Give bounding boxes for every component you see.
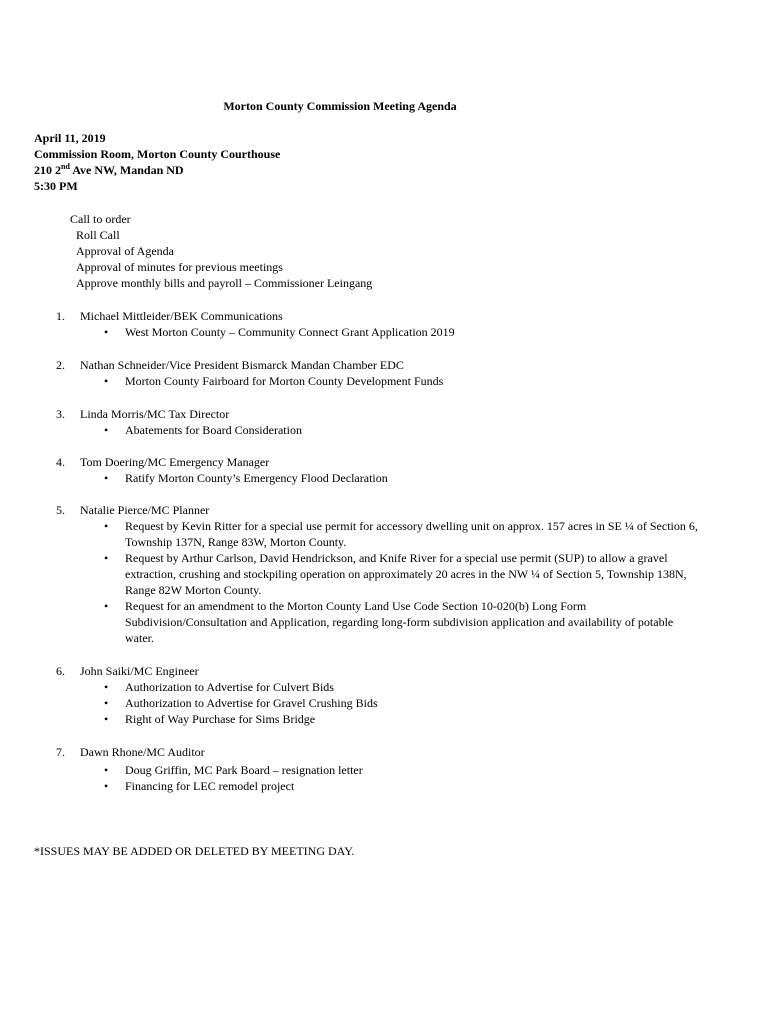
bullet-icon: • (104, 519, 109, 533)
item-5-bullets (0, 518, 770, 646)
list-item: • Doug Griffin, MC Park Board – resignation letter (104, 763, 363, 777)
list-item: • Authorization to Advertise for Culvert Bids (104, 680, 334, 694)
bullet-icon: • (104, 763, 109, 777)
address-number: 210 2 (34, 163, 61, 177)
item-presenter: John Saiki/MC Engineer (80, 664, 199, 678)
list-item: • Request by Kevin Ritter for a special use permit for accessory dwelling unit on approx. 157 acres in SE ¼ of Section 6, Township 137N, Range 83W, Morton County. (104, 519, 698, 549)
bullet-icon: • (104, 374, 109, 388)
preliminary-items (70, 211, 372, 291)
item-presenter: Dawn Rhone/MC Auditor (80, 745, 205, 759)
list-item: • Authorization to Advertise for Gravel Crushing Bids (104, 696, 378, 710)
prelim-item: Roll Call (76, 228, 120, 242)
prelim-item: Approval of Agenda (76, 244, 174, 258)
item-number: 2. (56, 358, 65, 372)
list-item: • Morton County Fairboard for Morton County Development Funds (104, 374, 444, 388)
item-7-bullets (0, 762, 770, 794)
prelim-item: Approve monthly bills and payroll – Commissioner Leingang (76, 276, 373, 290)
list-item: • Ratify Morton County’s Emergency Flood Declaration (104, 471, 388, 485)
bullet-icon: • (104, 471, 109, 485)
bullet-icon: • (104, 599, 109, 613)
prelim-item: Approval of minutes for previous meetings (76, 260, 283, 274)
item-presenter: Natalie Pierce/MC Planner (80, 503, 210, 517)
meeting-date: April 11, 2019 (34, 131, 106, 145)
meeting-address (34, 162, 280, 178)
prelim-item: Call to order (70, 212, 131, 226)
list-item: • Abatements for Board Consideration (104, 423, 302, 437)
list-item: • West Morton County – Community Connect Grant Application 2019 (104, 325, 455, 339)
address-street: Ave NW, Mandan ND (69, 163, 184, 177)
item-2-bullets (0, 373, 770, 389)
item-presenter: Nathan Schneider/Vice President Bismarck Mandan Chamber EDC (80, 358, 404, 372)
meeting-info (34, 130, 280, 194)
footer-note: *ISSUES MAY BE ADDED OR DELETED BY MEETING DAY. (34, 844, 355, 858)
item-presenter: Tom Doering/MC Emergency Manager (80, 455, 270, 469)
item-presenter: Michael Mittleider/BEK Communications (80, 309, 283, 323)
item-6-bullets (0, 679, 770, 727)
item-number: 7. (56, 745, 65, 759)
item-number: 4. (56, 455, 65, 469)
page-title: Morton County Commission Meeting Agenda (223, 99, 457, 113)
address-superscript: nd (61, 162, 70, 171)
item-presenter: Linda Morris/MC Tax Director (80, 407, 230, 421)
meeting-location: Commission Room, Morton County Courthouse (34, 147, 281, 161)
bullet-icon: • (104, 779, 109, 793)
bullet-icon: • (104, 551, 109, 565)
list-item: • Request for an amendment to the Morton County Land Use Code Section 10-020(b) Long Form Subdivision/Consultation and Application, regarding long-form subdivision application and availability of potable water. (104, 599, 674, 645)
list-item: • Request by Arthur Carlson, David Hendrickson, and Knife River for a special use permit (SUP) to allow a gravel extraction, crushing and stockpiling operation on approximately 20 acres in the NW ¼ of Section 5, Township 138N, Range 82W Morton County. (104, 551, 687, 597)
item-number: 6. (56, 664, 65, 678)
item-3-bullets (0, 422, 770, 438)
list-item: • Right of Way Purchase for Sims Bridge (104, 712, 316, 726)
bullet-icon: • (104, 423, 109, 437)
meeting-time: 5:30 PM (34, 179, 78, 193)
list-item: • Financing for LEC remodel project (104, 779, 295, 793)
bullet-icon: • (104, 680, 109, 694)
item-number: 5. (56, 503, 65, 517)
item-number: 3. (56, 407, 65, 421)
item-number: 1. (56, 309, 65, 323)
bullet-icon: • (104, 712, 109, 726)
item-1-bullets (0, 324, 770, 340)
item-4-bullets (0, 470, 770, 486)
bullet-icon: • (104, 696, 109, 710)
bullet-icon: • (104, 325, 109, 339)
